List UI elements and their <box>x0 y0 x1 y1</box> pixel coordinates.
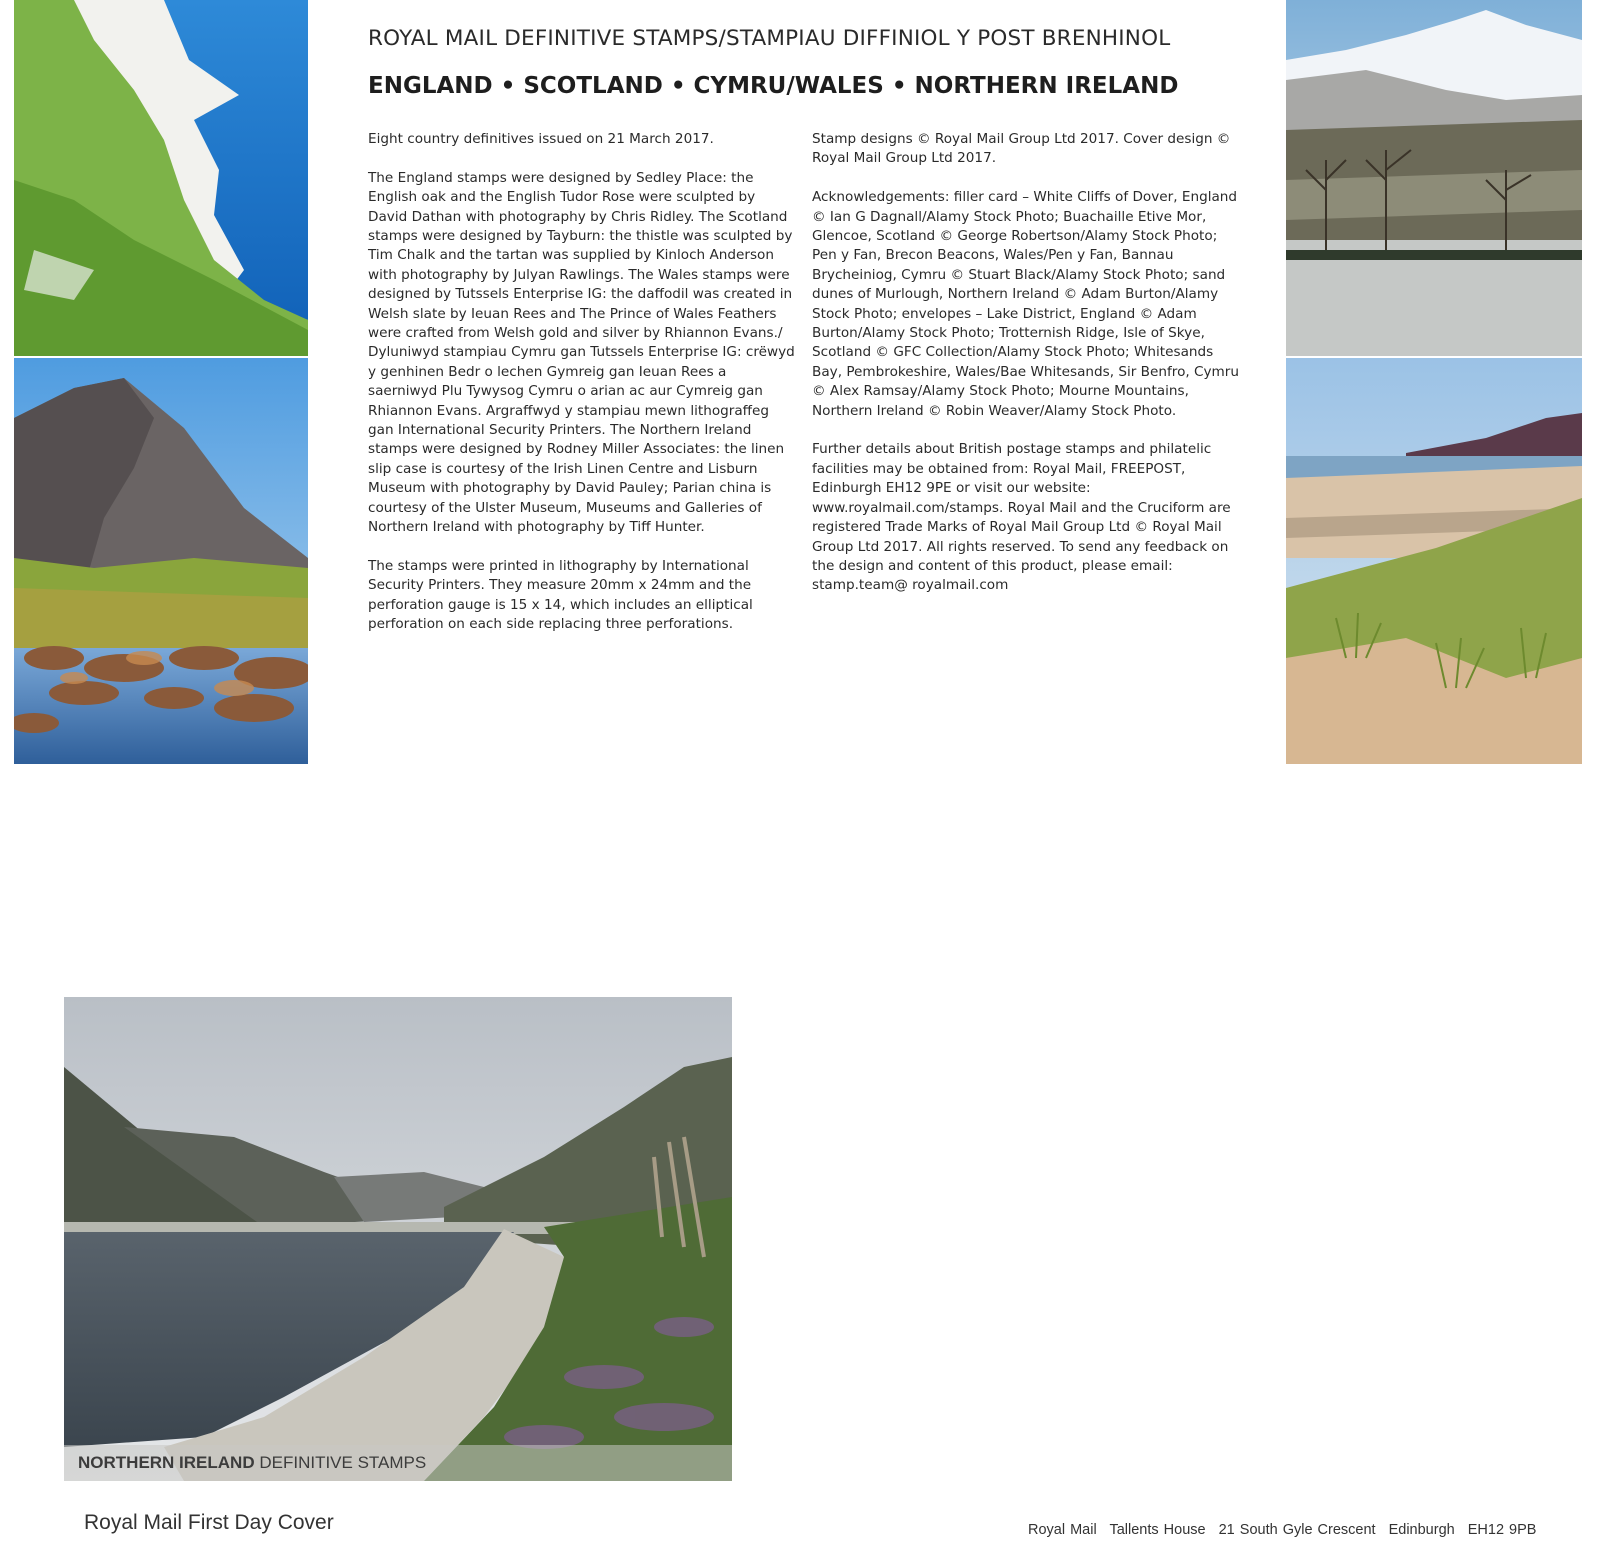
issue-date-paragraph: Eight country definitives issued on 21 March 2017. <box>368 131 714 147</box>
address-building: Tallents House <box>1109 1522 1206 1538</box>
further-details-paragraph: Further details about British postage stamps and philatelic facilities may be obtained from: Royal Mail, FREEPOST, Edinburgh EH12 9PE or visit our website: www.royalmail.com/stamps. Royal Mail and the Cruciform are registered Trade Marks of Royal Mail Group Ltd © Royal Mail Group Ltd 2017. All rights reserved. To send any feedback on the design and content of this product, please email: stamp.team@ royalmail.com <box>812 441 1231 594</box>
caption-band <box>64 1445 732 1481</box>
address-city: Edinburgh <box>1388 1522 1455 1538</box>
address-postcode: EH12 9PB <box>1467 1522 1537 1538</box>
designers-paragraph: The England stamps were designed by Sedley Place: the English oak and the English Tudor Rose were sculpted by David Dathan with photography by Chris Ridley. The Scotland stamps were designed by Tayburn: the thistle was sculpted by Tim Chalk and the tartan was supplied by Kinloch Anderson with photography by Julyan Rawlings. The Wales stamps were designed by Tutssels Enterprise IG: the daffodil was created in Welsh slate by Ieuan Rees and The Prince of Wales Feathers were crafted from Welsh gold and silver by Rhiannon Evans./ Dyluniwyd stampiau Cymru gan Tutssels Enterprise IG: crëwyd y genhinen Bedr o lechen Gymreig gan Ieuan Rees a saerniwyd Plu Tywysog Cymru o arian ac aur Cymreig gan Rhiannon Evans. Argraffwyd y stampiau mewn lithograffeg gan International Security Printers. The Northern Ireland stamps were designed by Rodney Miller Associates: the linen slip case is courtesy of the Irish Linen Centre and Lisburn Museum with photography by David Pauley; Parian china is courtesy of the Ulster Museum, Museums and Galleries of Northern Ireland with photography by Tiff Hunter. <box>368 169 795 536</box>
first-day-cover-label: Royal Mail First Day Cover <box>84 1511 334 1534</box>
return-address <box>1028 1522 1544 1538</box>
caption-definitive: DEFINITIVE STAMPS <box>259 1453 427 1472</box>
mourne-mountains-photo <box>64 997 732 1481</box>
acknowledgements-paragraph: Acknowledgements: filler card – White Cliffs of Dover, England © Ian G Dagnall/Alamy Stock Photo; Buachaille Etive Mor, Glencoe, Scotland © George Robertson/Alamy Stock Photo; Pen y Fan, Brecon Beacons, Wales/Pen y Fan, Bannau Brycheiniog, Cymru © Stuart Black/Alamy Stock Photo; sand dunes of Murlough, Northern Ireland © Adam Burton/Alamy Stock Photo; envelopes – Lake District, England © Adam Burton/Alamy Stock Photo; Trotternish Ridge, Isle of Skye, Scotland © GFC Collection/Alamy Stock Photo; Whitesands Bay, Pembrokeshire, Wales/Bae Whitesands, Sir Benfro, Cymru © Alex Ramsay/Alamy Stock Photo; Mourne Mountains, Northern Ireland © Robin Weaver/Alamy Stock Photo. <box>812 189 1240 419</box>
card-subtitle-countries: ENGLAND • SCOTLAND • CYMRU/WALES • NORTHERN IRELAND <box>368 73 1179 99</box>
white-cliffs-photo <box>14 0 308 356</box>
copyright-paragraph: Stamp designs © Royal Mail Group Ltd 2017. Cover design © Royal Mail Group Ltd 2017. <box>812 131 1231 167</box>
murlough-sand-dunes-photo <box>1286 358 1582 764</box>
caption-country: NORTHERN IRELAND <box>78 1453 255 1472</box>
printing-paragraph: The stamps were printed in lithography by International Security Printers. They measure 20mm x 24mm and the perforation gauge is 15 x 14, which includes an elliptical perforation on each side replacing three perforations. <box>368 557 753 633</box>
address-org: Royal Mail <box>1028 1522 1097 1538</box>
envelope-caption <box>78 1453 426 1473</box>
address-street: 21 South Gyle Crescent <box>1218 1522 1376 1538</box>
card-title: ROYAL MAIL DEFINITIVE STAMPS/STAMPIAU DIFFINIOL Y POST BRENHINOL <box>368 26 1171 51</box>
left-text-column <box>368 130 798 654</box>
right-text-column <box>812 130 1244 615</box>
buachaille-etive-mor-photo <box>14 358 308 764</box>
pen-y-fan-photo <box>1286 0 1582 356</box>
card-heading <box>368 26 1268 99</box>
